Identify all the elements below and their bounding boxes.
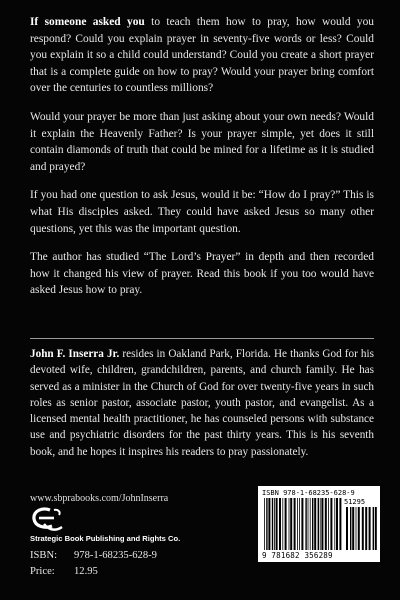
price-line: [30, 566, 98, 577]
blurb-paragraph-4: The author has studied “The Lord’s Prayer” in depth and then recorded how it changed his view of prayer. Read this book if you too would have asked Jesus how to pray.: [30, 251, 374, 297]
barcode-bar: [297, 498, 298, 550]
barcode-bar: [301, 498, 303, 550]
barcode-isbn-text: ISBN 978-1-68235-628-9: [262, 489, 355, 497]
blurb-paragraph-2: Would your prayer be more than just asking about your own needs? Would it explain the Heavenly Father? Is your prayer simple, yet does it still contain diamonds of truth that could be mined for a lifetime as it is studied and prayed?: [30, 110, 374, 173]
barcode: [258, 486, 380, 562]
barcode-bar: [289, 498, 290, 550]
publisher-name: Strategic Book Publishing and Rights Co.: [30, 534, 181, 543]
barcode-bar: [320, 498, 321, 550]
barcode-bar: [285, 498, 287, 550]
barcode-bar: [290, 498, 292, 550]
barcode-bar: [299, 498, 300, 550]
barcode-bar: [294, 498, 296, 550]
barcode-addon-digits: 51295: [344, 498, 366, 506]
barcode-bar: [330, 498, 332, 550]
barcode-bar: [266, 498, 267, 550]
barcode-bar: [305, 498, 306, 550]
blurb-paragraph-3: If you had one question to ask Jesus, would it be: “How do I pray?” This is what His disciples asked. They could have asked Jesus so many other questions, yet this was the important question.: [30, 189, 374, 235]
barcode-bar: [346, 507, 348, 550]
barcode-bar: [318, 498, 319, 550]
barcode-bar: [350, 507, 351, 550]
barcode-bar: [328, 498, 329, 550]
isbn-label: ISBN:: [30, 550, 58, 561]
barcode-bar: [264, 498, 265, 550]
barcode-bar: [276, 498, 278, 550]
barcode-bar: [321, 498, 323, 550]
barcode-bar: [268, 498, 270, 550]
publisher-website[interactable]: www.sbprabooks.com/JohnInserra: [30, 493, 169, 504]
price-value: 12.95: [74, 566, 98, 577]
isbn-line: [30, 550, 157, 561]
blurb-p1-text: to teach them how to pray, how would you respond? Could you explain prayer in seventy-five words or less? Could you explain it so a child could understand? Could you create a short prayer that is a complete guide on how to pray? Would your prayer bring comfort over the centuries to countless millions?: [30, 16, 375, 95]
barcode-bar: [274, 498, 275, 550]
divider: [30, 338, 374, 339]
barcode-bar: [282, 498, 283, 550]
barcode-bar: [334, 498, 335, 550]
barcode-bar: [358, 507, 360, 550]
author-bio-text: resides in Oakland Park, Florida. He thanks God for his devoted wife, children, grandchildren, parents, and church family. He has served as a minister in the Church of God for over twenty-five years in such roles as senior pastor, associate pastor, youth pastor, and evangelist. As a licensed mental health practitioner, he has counseled persons with substance use and psychiatric disorders for the past thirty years. This is his seventh book, and he hopes it inspires his readers to pray passionately.: [30, 348, 374, 458]
publisher-logo: [30, 506, 64, 534]
barcode-bar: [373, 507, 374, 550]
blurb: [30, 14, 374, 311]
barcode-bar: [339, 498, 341, 550]
barcode-bar: [314, 498, 316, 550]
barcode-bar: [272, 498, 273, 550]
price-label: Price:: [30, 566, 55, 577]
barcode-bar: [308, 498, 309, 550]
isbn-value: 978-1-68235-628-9: [74, 550, 157, 561]
barcode-bar: [356, 507, 357, 550]
barcode-bar: [310, 498, 311, 550]
author-bio: [30, 346, 374, 460]
barcode-bar: [369, 507, 371, 550]
author-name: John F. Inserra Jr.: [30, 348, 120, 360]
barcode-bar: [336, 498, 338, 550]
barcode-bar: [375, 507, 377, 550]
barcode-bar: [312, 498, 313, 550]
blurb-lead: If someone asked you: [30, 16, 145, 28]
barcode-bar: [362, 507, 364, 550]
barcode-bar: [325, 498, 327, 550]
barcode-digits: 9 781682 356289: [262, 551, 333, 560]
barcode-bar: [365, 507, 367, 550]
barcode-bar: [352, 507, 354, 550]
barcode-bar: [279, 498, 281, 550]
blurb-paragraph-1: [30, 14, 374, 97]
